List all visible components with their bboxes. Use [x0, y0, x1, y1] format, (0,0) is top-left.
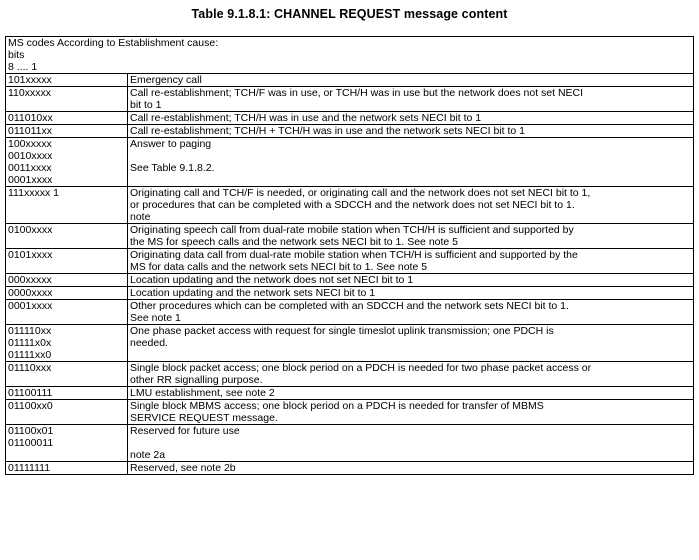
- code-line: 0001xxxx: [8, 174, 53, 186]
- description-cell: [128, 112, 694, 125]
- table-row: [6, 125, 694, 138]
- code-cell: [6, 87, 128, 112]
- description-line: Answer to paging: [130, 138, 212, 150]
- description-cell: [128, 362, 694, 387]
- description-line: Originating speech call from dual-rate mobile station when TCH/H is sufficient and supported by: [130, 224, 574, 236]
- description-cell: [128, 274, 694, 287]
- description-line: Other procedures which can be completed with an SDCCH and the network sets NECI bit to 1.: [130, 300, 569, 312]
- table-row: [6, 300, 694, 325]
- description-line: Reserved for future use: [130, 425, 240, 437]
- description-cell: [128, 87, 694, 112]
- description-line: [130, 150, 691, 162]
- code-line: 111xxxxx 1: [8, 187, 59, 199]
- code-line: [8, 374, 125, 386]
- description-line: note 2a: [130, 449, 166, 461]
- description-line: [130, 174, 691, 186]
- table-row: [6, 87, 694, 112]
- code-line: [8, 211, 125, 223]
- header-cell: [6, 37, 694, 74]
- table-row: [6, 425, 694, 462]
- description-cell: [128, 425, 694, 462]
- code-line: 000xxxxx: [8, 274, 52, 286]
- code-line: 01100111: [8, 387, 53, 399]
- code-cell: [6, 362, 128, 387]
- description-line: Originating call and TCH/F is needed, or originating call and the network does not set NECI bit to 1,: [130, 187, 591, 199]
- table-row: [6, 462, 694, 475]
- description-cell: [128, 287, 694, 300]
- description-cell: [128, 224, 694, 249]
- code-line: 011011xx: [8, 125, 52, 137]
- description-line: Call re-establishment; TCH/F was in use, or TCH/H was in use but the network does not set NECI: [130, 87, 584, 99]
- table-row: [6, 249, 694, 274]
- table-row: [6, 224, 694, 249]
- description-line: Location updating and the network does not set NECI bit to 1: [130, 274, 414, 286]
- description-cell: [128, 74, 694, 87]
- description-line: Call re-establishment; TCH/H + TCH/H was in use and the network sets NECI bit to 1: [130, 125, 525, 137]
- code-line: 011110xx: [8, 325, 52, 337]
- code-line: 110xxxxx: [8, 87, 51, 99]
- table-row: [6, 74, 694, 87]
- code-line: [8, 449, 125, 461]
- description-line: note: [130, 211, 151, 223]
- table-row: [6, 112, 694, 125]
- table-row: [6, 138, 694, 187]
- description-line: or procedures that can be completed with a SDCCH and the network does not set NECI bit to 1.: [130, 199, 575, 211]
- code-line: 0001xxxx: [8, 300, 53, 312]
- code-cell: [6, 462, 128, 475]
- code-cell: [6, 187, 128, 224]
- code-line: 0000xxxx: [8, 287, 53, 299]
- table-row: [6, 400, 694, 425]
- code-cell: [6, 224, 128, 249]
- table-row: [6, 387, 694, 400]
- table-row: [6, 325, 694, 362]
- code-line: 01111xx0: [8, 349, 52, 361]
- code-line: 01100x01: [8, 425, 54, 437]
- code-line: 101xxxxx: [8, 74, 52, 86]
- code-cell: [6, 387, 128, 400]
- code-line: 01111x0x: [8, 337, 52, 349]
- description-cell: [128, 125, 694, 138]
- description-cell: [128, 300, 694, 325]
- description-line: other RR signalling purpose.: [130, 374, 263, 386]
- description-cell: [128, 187, 694, 224]
- description-line: the MS for speech calls and the network sets NECI bit to 1. See note 5: [130, 236, 459, 248]
- table-row: [6, 362, 694, 387]
- code-cell: [6, 125, 128, 138]
- description-line: One phase packet access with request for single timeslot uplink transmission; one PDCH is: [130, 325, 554, 337]
- code-cell: [6, 112, 128, 125]
- code-line: [8, 199, 125, 211]
- description-line: Originating data call from dual-rate mobile station when TCH/H is sufficient and supported by the: [130, 249, 578, 261]
- description-line: [130, 349, 691, 361]
- table-row: [6, 274, 694, 287]
- description-line: Single block MBMS access; one block period on a PDCH is needed for transfer of MBMS: [130, 400, 544, 412]
- description-line: See note 1: [130, 312, 181, 324]
- code-cell: [6, 300, 128, 325]
- code-line: [8, 99, 125, 111]
- description-line: MS for data calls and the network sets NECI bit to 1. See note 5: [130, 261, 428, 273]
- description-line: LMU establishment, see note 2: [130, 387, 275, 399]
- description-line: Location updating and the network sets NECI bit to 1: [130, 287, 376, 299]
- code-line: 0010xxxx: [8, 150, 53, 162]
- code-line: 01111111: [8, 462, 51, 474]
- code-cell: [6, 274, 128, 287]
- code-line: [8, 312, 125, 324]
- description-cell: [128, 462, 694, 475]
- description-line: See Table 9.1.8.2.: [130, 162, 215, 174]
- code-cell: [6, 74, 128, 87]
- channel-request-table: [5, 36, 694, 475]
- table-header-row: [6, 37, 694, 74]
- header-line-cause: MS codes According to Establishment cause:: [8, 37, 219, 49]
- description-line: Reserved, see note 2b: [130, 462, 236, 474]
- description-cell: [128, 387, 694, 400]
- description-cell: [128, 400, 694, 425]
- description-line: Single block packet access; one block period on a PDCH is needed for two phase packet access or: [130, 362, 592, 374]
- code-line: [8, 412, 125, 424]
- description-cell: [128, 325, 694, 362]
- description-cell: [128, 138, 694, 187]
- description-line: [130, 437, 691, 449]
- table-title: Table 9.1.8.1: CHANNEL REQUEST message content: [191, 7, 508, 21]
- code-line: 0101xxxx: [8, 249, 53, 261]
- description-cell: [128, 249, 694, 274]
- code-line: 01100xx0: [8, 400, 53, 412]
- description-line: Emergency call: [130, 74, 202, 86]
- code-cell: [6, 400, 128, 425]
- description-line: SERVICE REQUEST message.: [130, 412, 278, 424]
- code-cell: [6, 287, 128, 300]
- table-row: [6, 187, 694, 224]
- table-row: [6, 287, 694, 300]
- code-line: 01100011: [8, 437, 54, 449]
- code-cell: [6, 138, 128, 187]
- code-line: [8, 261, 125, 273]
- description-line: needed.: [130, 337, 168, 349]
- description-line: bit to 1: [130, 99, 162, 111]
- code-line: 01110xxx: [8, 362, 52, 374]
- code-cell: [6, 425, 128, 462]
- code-line: 011010xx: [8, 112, 53, 124]
- header-line-bit-order: 8 .... 1: [8, 61, 38, 73]
- code-line: 0100xxxx: [8, 224, 53, 236]
- code-line: 100xxxxx: [8, 138, 52, 150]
- code-line: 0011xxxx: [8, 162, 52, 174]
- description-line: Call re-establishment; TCH/H was in use and the network sets NECI bit to 1: [130, 112, 482, 124]
- header-line-bits: bits: [8, 49, 25, 61]
- code-cell: [6, 325, 128, 362]
- code-cell: [6, 249, 128, 274]
- code-line: [8, 236, 125, 248]
